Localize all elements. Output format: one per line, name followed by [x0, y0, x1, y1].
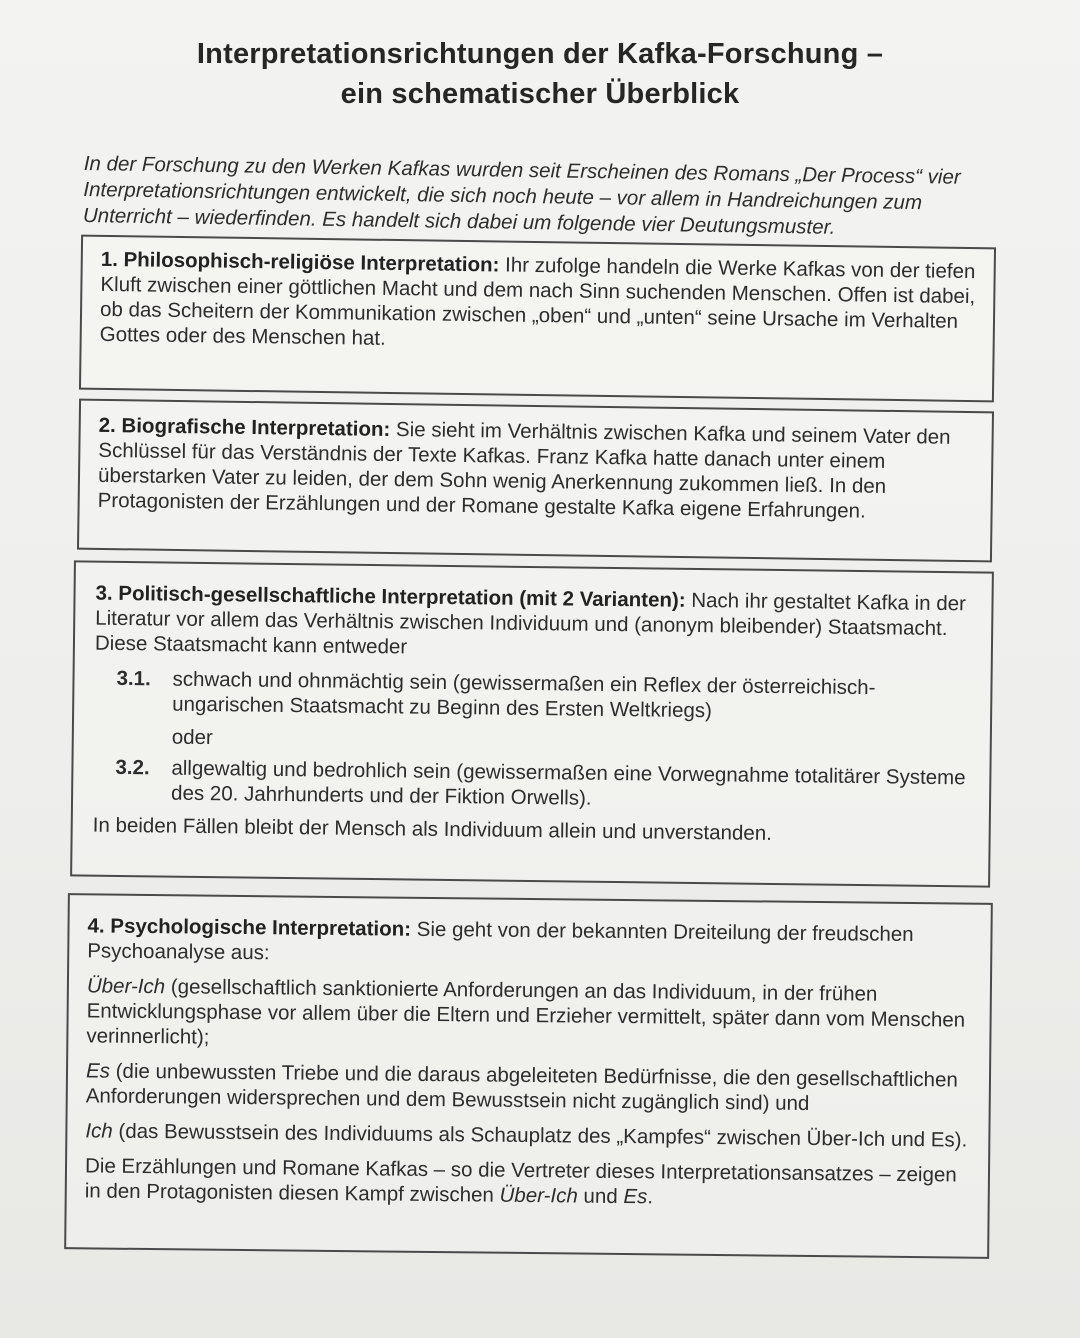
section-psychologisch — [64, 893, 993, 1259]
section-3-paragraph — [95, 581, 976, 667]
variant-3-1 — [116, 666, 975, 726]
variant-3-2-number: 3.2. — [115, 755, 150, 780]
es-term: Es — [85, 1059, 111, 1083]
variant-3-1-text: schwach und ohnmächtig sein (gewissermaßen ein Reflex der österreichisch-ungarischen Staatsmacht zu Beginn des Ersten Weltkriegs) — [172, 667, 876, 723]
title-line-1: Interpretationsrichtungen der Kafka-Forschung – — [196, 38, 884, 70]
section-4-text: Sie geht von der bekannten Dreiteilung der freudschen Psychoanalyse aus: — [87, 917, 914, 965]
closing-period: . — [647, 1185, 654, 1209]
page-title — [140, 34, 940, 114]
closing-text: Die Erzählungen und Romane Kafkas – so die Vertreter dieses Interpretationsansatzes – zeigen in den Protagonisten diesen Kampf zwischen — [84, 1154, 957, 1207]
section-3-heading: 3. Politisch-gesellschaftliche Interpretation (mit 2 Varianten): — [95, 581, 686, 612]
variant-3-2 — [115, 755, 974, 815]
section-biografisch — [77, 399, 994, 563]
section-3-text: Nach ihr gestaltet Kafka in der Literatur vor allem das Verhältnis zwischen Individuum und (anonym bleibender) Staatsmacht. Diese Staatsmacht kann entweder — [94, 588, 967, 659]
closing-term-es: Es — [623, 1185, 648, 1209]
section-3-closing: In beiden Fällen bleibt der Mensch als Individuum allein und unverstanden. — [92, 813, 773, 845]
variant-separator: oder — [171, 725, 213, 750]
section-1-paragraph — [100, 247, 978, 359]
ueber-ich-definition — [86, 973, 974, 1057]
ich-definition — [85, 1118, 972, 1152]
section-politisch-gesellschaftlich — [70, 560, 994, 887]
section-4-paragraph — [87, 913, 974, 972]
variant-3-2-text: allgewaltig und bedrohlich sein (gewissermaßen eine Vorwegnahme totalitärer Systeme des 20. Jahrhunderts und der Fiktion Orwells). — [170, 756, 966, 810]
section-2-paragraph — [98, 413, 976, 525]
ueber-ich-text: (gesellschaftlich sanktionierte Anforderungen an das Individuum, in der frühen Entwicklungsphase vor allem über die Eltern und Erzieher vermittelt, später dann vom Menschen verinnerlicht); — [86, 975, 966, 1049]
section-4-heading: 4. Psychologische Interpretation: — [87, 914, 412, 941]
title-line-2: ein schematischer Überblick — [340, 78, 740, 110]
section-2-text: Sie sieht im Verhältnis zwischen Kafka und seinem Vater den Schlüssel für das Verständnis der Texte Kafkas. Franz Kafka hatte danach unter einem überstarken Vater zu leiden, der dem Sohn wenig Anerkennung zukommen ließ. In den Protagonisten der Erzählungen und der Romane gestalte Kafka eigene Erfahrungen. — [97, 417, 951, 523]
closing-conjunction: und — [577, 1184, 624, 1208]
section-1-heading: 1. Philosophisch-religiöse Interpretation: — [100, 247, 500, 277]
section-4-closing — [85, 1153, 972, 1212]
variant-3-1-number: 3.1. — [116, 666, 151, 691]
section-1-text: Ihr zufolge handeln die Werke Kafkas von der tiefen Kluft zwischen einer göttlichen Macht und dem nach Sinn suchenden Menschen. Offen ist dabei, ob das Scheitern der Kommunikation zwischen „oben“ und „unten“ seine Ursache im Verhalten Gottes oder des Menschen hat. — [99, 253, 976, 350]
ueber-ich-term: Über-Ich — [86, 974, 166, 999]
ich-term: Ich — [85, 1119, 113, 1143]
es-definition — [86, 1058, 973, 1117]
section-philosophisch-religioes — [79, 235, 996, 403]
ich-text: (das Bewusstsein des Individuums als Schauplatz des „Kampfes“ zwischen Über-Ich und Es). — [112, 1119, 968, 1152]
closing-term-ueber-ich: Über-Ich — [499, 1183, 578, 1208]
es-text: (die unbewussten Triebe und die daraus abgeleiteten Bedürfnisse, die den gesellschaftlichen Anforderungen widersprechen und dem Bewusstsein nicht zugänglich sind) und — [85, 1059, 958, 1115]
section-2-heading: 2. Biografische Interpretation: — [98, 413, 391, 441]
intro-paragraph: In der Forschung zu den Werken Kafkas wurden seit Erscheinen des Romans „Der Process“ vier Interpretationsrichtungen entwickelt, die sich noch heute – vor allem in Handreichungen zum Unterricht – wiederfinden. Es handelt sich dabei um folgende vier Deutungsmuster. — [82, 151, 961, 239]
